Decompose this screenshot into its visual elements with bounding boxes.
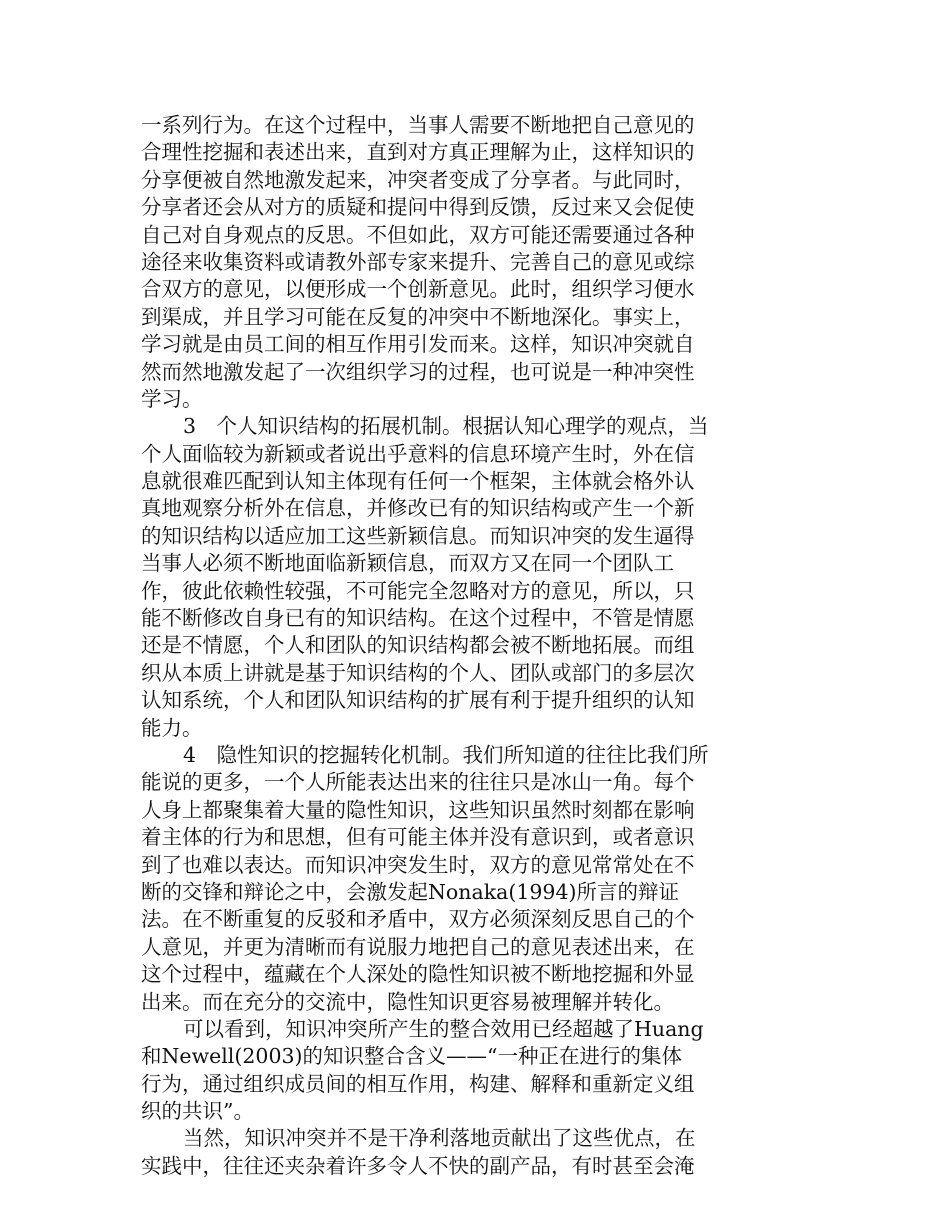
text-line: 到了也难以表达。而知识冲突发生时，双方的意见常常处在不 bbox=[141, 852, 695, 877]
text-line: 出来。而在充分的交流中，隐性知识更容易被理解并转化。 bbox=[141, 989, 674, 1014]
text-line: 织的共识”。 bbox=[141, 1099, 254, 1124]
text-line: 实践中，往往还夹杂着许多令人不快的副产品，有时甚至会淹 bbox=[141, 1153, 695, 1178]
text-line: 可以看到，知识冲突所产生的整合效用已经超越了Huang bbox=[183, 1016, 704, 1041]
text-line: 自己对自身观点的反思。不但如此，双方可能还需要通过各种 bbox=[141, 222, 695, 247]
text-line: 学习。 bbox=[141, 386, 203, 411]
text-line: 能说的更多，一个人所能表达出来的往往只是冰山一角。每个 bbox=[141, 770, 695, 795]
text-line: 合理性挖掘和表述出来，直到对方真正理解为止，这样知识的 bbox=[141, 140, 695, 165]
text-line: 到渠成，并且学习可能在反复的冲突中不断地深化。事实上， bbox=[141, 304, 695, 329]
body-text bbox=[141, 112, 741, 1180]
text-line: 然而然地激发起了一次组织学习的过程，也可说是一种冲突性 bbox=[141, 359, 695, 384]
text-line: 合双方的意见，以便形成一个创新意见。此时，组织学习便水 bbox=[141, 277, 695, 302]
text-line: 和Newell(2003)的知识整合含义——“一种正在进行的集体 bbox=[141, 1044, 683, 1069]
text-line: 着主体的行为和思想，但有可能主体并没有意识到，或者意识 bbox=[141, 825, 695, 850]
text-line: 当然，知识冲突并不是干净利落地贡献出了这些优点，在 bbox=[183, 1126, 696, 1151]
text-line: 个人面临较为新颖或者说出乎意料的信息环境产生时，外在信 bbox=[141, 441, 695, 466]
text-line: 能不断修改自身已有的知识结构。在这个过程中，不管是情愿 bbox=[141, 606, 695, 631]
text-line: 这个过程中，蕴藏在个人深处的隐性知识被不断地挖掘和外显 bbox=[141, 962, 695, 987]
text-line: 还是不情愿，个人和团队的知识结构都会被不断地拓展。而组 bbox=[141, 633, 695, 658]
text-line: 分享者还会从对方的质疑和提问中得到反馈，反过来又会促使 bbox=[141, 195, 695, 220]
text-line: 认知系统，个人和团队知识结构的扩展有利于提升组织的认知 bbox=[141, 688, 695, 713]
text-line: 一系列行为。在这个过程中，当事人需要不断地把自己意见的 bbox=[141, 113, 695, 137]
text-line: 真地观察分析外在信息，并修改已有的知识结构或产生一个新 bbox=[141, 496, 695, 521]
text-line: 当事人必须不断地面临新颖信息，而双方又在同一个团队工 bbox=[141, 551, 674, 576]
text-line: 学习就是由员工间的相互作用引发而来。这样，知识冲突就自 bbox=[141, 332, 695, 357]
text-line: 作，彼此依赖性较强，不可能完全忽略对方的意见，所以，只 bbox=[141, 578, 695, 603]
text-line: 行为，通过组织成员间的相互作用，构建、解释和重新定义组 bbox=[141, 1071, 695, 1096]
text-line: 法。在不断重复的反驳和矛盾中，双方必须深刻反思自己的个 bbox=[141, 907, 695, 932]
text-line: 断的交锋和辩论之中，会激发起Nonaka(1994)所言的辩证 bbox=[141, 879, 680, 904]
text-line: 人意见，并更为清晰而有说服力地把自己的意见表述出来，在 bbox=[141, 934, 695, 959]
text-line: 分享便被自然地激发起来，冲突者变成了分享者。与此同时， bbox=[141, 167, 695, 192]
text-line: 的知识结构以适应加工这些新颖信息。而知识冲突的发生逼得 bbox=[141, 523, 695, 548]
text-line: 4 隐性知识的挖掘转化机制。我们所知道的往往比我们所 bbox=[183, 742, 709, 767]
text-line: 人身上都聚集着大量的隐性知识，这些知识虽然时刻都在影响 bbox=[141, 797, 695, 822]
text-line: 途径来收集资料或请教外部专家来提升、完善自己的意见或综 bbox=[141, 249, 695, 274]
text-line: 能力。 bbox=[141, 715, 203, 740]
text-line: 3 个人知识结构的拓展机制。根据认知心理学的观点，当 bbox=[183, 414, 709, 439]
text-line: 织从本质上讲就是基于知识结构的个人、团队或部门的多层次 bbox=[141, 660, 695, 685]
text-line: 息就很难匹配到认知主体现有任何一个框架，主体就会格外认 bbox=[141, 469, 695, 494]
